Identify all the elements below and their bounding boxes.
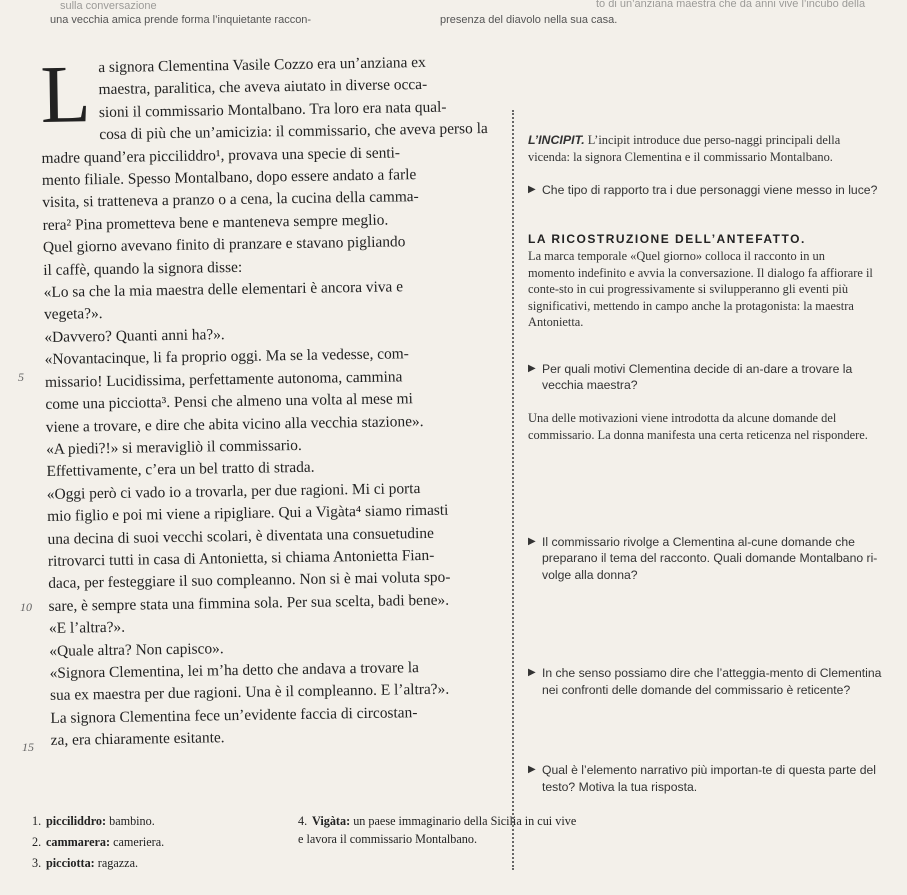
story-line: Quel giorno avevano finito di pranzare e stavano pigliando xyxy=(42,233,406,257)
header-left: una vecchia amica prende forma l’inquietante raccon- xyxy=(50,14,312,26)
footnotes-col-1 xyxy=(32,812,262,875)
question-3-text: Il commissario rivolge a Clementina al-cune domande che preparano il tema del racconto. Quali domande Montalbano ri-volge alla donna? xyxy=(542,534,878,582)
antefatto-note xyxy=(528,248,873,331)
header-right: presenza del diavolo nella sua casa. xyxy=(440,14,618,26)
footnote-number: 4. xyxy=(298,814,308,828)
story-line: «Lo sa che la mia maestra delle elementari è ancora viva e xyxy=(43,278,404,302)
header-right-top: to di un’anziana maestra che da anni vive l’incubo della xyxy=(596,0,866,10)
arrow-icon: ▶ xyxy=(528,362,536,374)
sidebar-notes xyxy=(528,112,882,794)
story-text xyxy=(40,50,569,753)
footnote-term: picciotta: xyxy=(46,856,95,870)
footnote xyxy=(32,812,262,830)
incipit-note xyxy=(528,132,873,165)
story-line: «Signora Clementina, lei m’ha detto che andava a trovare la xyxy=(49,659,419,682)
question-2-text: Per quali motivi Clementina decide di an-dare a trovare la vecchia maestra? xyxy=(542,361,853,392)
arrow-icon: ▶ xyxy=(528,667,536,678)
story-line: una decina di suoi vecchi scolari, è diventata una consuetudine xyxy=(47,524,434,548)
footnotes-col-2 xyxy=(298,812,578,851)
story-line: a signora Clementina Vasile Cozzo era un’anziana ex xyxy=(98,53,426,77)
antefatto-text: La marca temporale «Quel giorno» colloca il racconto in un momento indefinito e avvia la conversazione. Il dialogo fa affiorare il conte-sto in cui progressivamente si svilupperanno gli eventi più significativi, mettendo in campo anche la protagonista: la maestra Antonietta. xyxy=(528,249,873,329)
footnote-term: Vigàta: xyxy=(312,814,351,828)
story-line: «A piedi?!» si meravigliò il commissario. xyxy=(46,436,302,458)
question-1-text: Che tipo di rapporto tra i due personaggi viene messo in luce? xyxy=(542,183,878,197)
antefatto-heading xyxy=(528,230,873,248)
footnote-number: 3. xyxy=(32,856,42,870)
story-line: sua ex maestra per due ragioni. Una è il compleanno. E l’altra?». xyxy=(49,681,450,705)
running-header xyxy=(40,0,897,34)
story-line: «Quale altra? Non capisco». xyxy=(49,639,224,660)
motivazioni-note xyxy=(528,410,873,443)
drop-cap: L xyxy=(39,48,92,140)
section-heading: LA RICOSTRUZIONE DELL’ANTEFATTO. xyxy=(528,232,806,246)
column-divider xyxy=(512,110,514,870)
footnote-text: bambino. xyxy=(109,814,155,828)
story-line: sare, è sempre stata una fimmina sola. Per sua scelta, badi bene». xyxy=(48,591,450,615)
footnote-number: 1. xyxy=(32,814,42,828)
story-line: come una picciotta³. Pensi che almeno una volta al mese mi xyxy=(45,390,414,414)
header-left-top: sulla conversazione xyxy=(60,0,157,12)
story-line: «Davvero? Quanti anni ha?». xyxy=(44,326,225,346)
footnote xyxy=(32,854,262,872)
story-line: za, era chiaramente esitante. xyxy=(50,729,225,750)
story-line: cosa di più che un’amicizia: il commissario, che aveva perso la xyxy=(99,120,488,144)
story-line: missario! Lucidissima, perfettamente autonoma, cammina xyxy=(44,368,403,391)
story-line: «Novantacinque, li fa proprio oggi. Ma se la vedesse, com- xyxy=(44,345,409,369)
line-number: 15 xyxy=(22,740,34,754)
story-line: mio figlio e poi mi viene a ripigliare. Qui a Vigàta⁴ siamo rimasti xyxy=(47,501,449,526)
arrow-icon: ▶ xyxy=(528,184,536,195)
line-number: 10 xyxy=(20,600,32,614)
footnote-term: cammarera: xyxy=(46,835,111,849)
question-3 xyxy=(528,534,887,584)
story-line: rera² Pina prometteva bene e manteneva sempre meglio. xyxy=(42,211,389,234)
footnote xyxy=(32,833,262,851)
story-line: «Oggi però ci vado io a trovarla, per due ragioni. Mi ci porta xyxy=(46,479,421,503)
arrow-icon: ▶ xyxy=(528,535,536,547)
story-line: il caffè, quando la signora disse: xyxy=(43,258,243,279)
story-line: madre quand’era picciliddro¹, provava una specie di senti- xyxy=(41,143,401,167)
story-line: Effettivamente, c’era un bel tratto di strada. xyxy=(46,459,315,481)
question-5 xyxy=(528,762,887,795)
footnote-term: picciliddro: xyxy=(46,814,107,828)
story-line: viene a trovare, e dire che abita vicino alla vecchia stazione». xyxy=(45,412,424,436)
question-5-text: Qual è l’elemento narrativo più importan-te di questa parte del testo? Motiva la tua risposta. xyxy=(542,763,876,794)
question-4 xyxy=(528,665,887,698)
question-4-text: In che senso possiamo dire che l’atteggia-mento di Clementina nei confronti delle domande del commissario è reticente? xyxy=(542,666,882,697)
story-line: visita, si tratteneva a pranzo o a cena, la cucina della camma- xyxy=(42,188,419,212)
story-line: daca, per festeggiare il suo compleanno. Non si è mai voluta spo- xyxy=(48,568,451,593)
story-line: vegeta?». xyxy=(43,305,103,324)
story-line: sioni il commissario Montalbano. Tra loro era nata qual- xyxy=(98,98,447,121)
footnote-text: ragazza. xyxy=(97,856,139,870)
story-line: mento filiale. Spesso Montalbano, dopo essere andato a farle xyxy=(41,166,417,190)
incipit-label: L’INCIPIT. xyxy=(528,133,585,147)
arrow-icon: ▶ xyxy=(528,764,536,775)
footnote-number: 2. xyxy=(32,835,42,849)
question-2 xyxy=(528,361,887,394)
footnote-text: un paese immaginario della Sicilia in cui vive e lavora il commissario Montalbano. xyxy=(298,814,577,846)
incipit-text: L’incipit introduce due perso-naggi principali della vicenda: la signora Clementina e il commissario Montalbano. xyxy=(528,133,841,164)
story-line: ritrovarci tutti in casa di Antonietta, si chiama Antonietta Fian- xyxy=(47,546,435,570)
footnote-text: cameriera. xyxy=(113,835,165,849)
motivazioni-text: Una delle motivazioni viene introdotta da alcune domande del commissario. La donna manifesta una certa reticenza nel rispondere. xyxy=(528,411,868,442)
story-line: maestra, paralitica, che aveva aiutato in diverse occa- xyxy=(98,76,428,99)
story-line: La signora Clementina fece un’evidente faccia di circostan- xyxy=(50,703,418,727)
line-number: 5 xyxy=(18,370,24,384)
question-1 xyxy=(528,182,887,199)
story-line: «E l’altra?». xyxy=(48,618,126,638)
footnote xyxy=(298,812,578,848)
